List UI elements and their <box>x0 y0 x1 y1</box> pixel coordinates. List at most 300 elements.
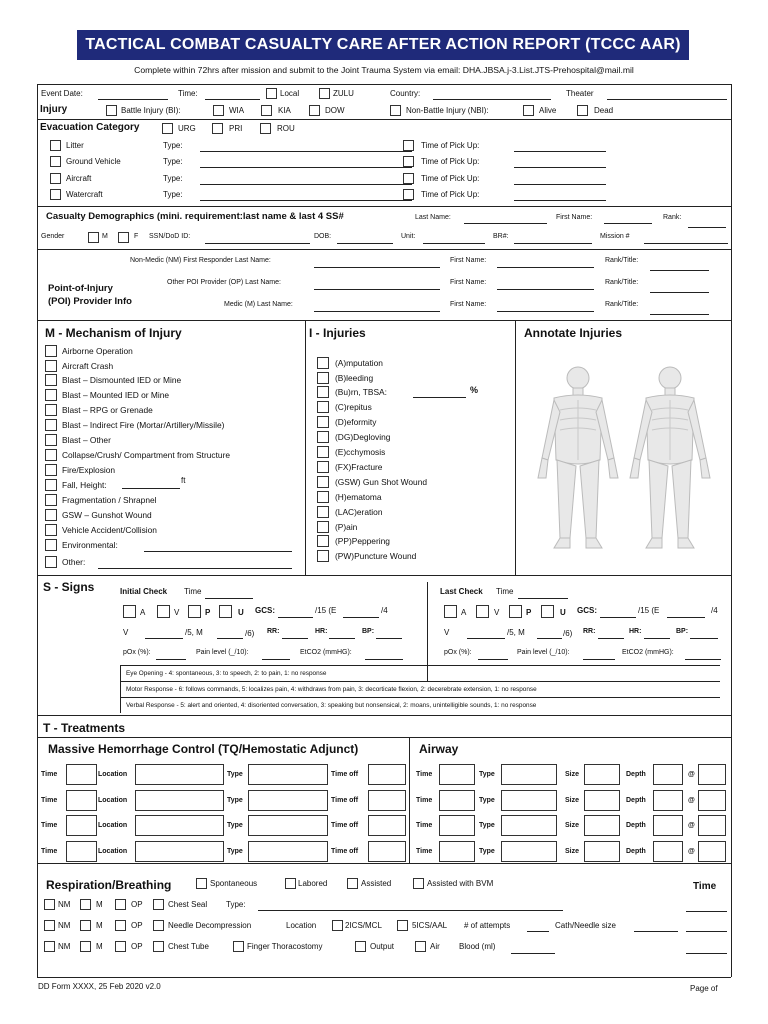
op-checkbox[interactable] <box>115 920 126 931</box>
type-label: Type <box>479 771 495 778</box>
gcs-4-label: /4 <box>381 606 388 615</box>
op-field[interactable] <box>314 289 440 290</box>
pickup-checkbox[interactable] <box>403 140 414 151</box>
frame-bottom <box>37 977 731 978</box>
op-checkbox[interactable] <box>115 941 126 952</box>
divider <box>37 320 731 321</box>
m-checkbox[interactable] <box>80 899 91 910</box>
moi-checkbox[interactable] <box>45 345 57 357</box>
location-label: Location <box>98 771 128 778</box>
first-field[interactable] <box>497 267 594 268</box>
wia-label: WIA <box>229 106 245 115</box>
eye-field[interactable] <box>667 617 705 618</box>
assisted-checkbox[interactable] <box>347 878 358 889</box>
mhc-time-field[interactable] <box>66 764 97 785</box>
type-label: Type: <box>163 174 183 183</box>
male-label: M <box>102 233 108 240</box>
type-label: Type <box>479 822 495 829</box>
airway-time-field[interactable] <box>439 815 475 836</box>
treatments-label: T - Treatments <box>43 721 126 735</box>
pickup-field[interactable] <box>514 184 606 185</box>
kia-label: KIA <box>278 106 291 115</box>
time-field[interactable] <box>205 598 253 599</box>
pri-label: PRI <box>229 124 243 133</box>
airway-at-field[interactable] <box>698 790 726 811</box>
last-name-field[interactable] <box>464 223 547 224</box>
airway-at-field[interactable] <box>698 815 726 836</box>
ssn-field[interactable] <box>205 243 310 244</box>
pox-field[interactable] <box>156 659 186 660</box>
airway-depth-field[interactable] <box>653 764 683 785</box>
injury-item-label: (H)ematoma <box>335 492 382 502</box>
pox-field[interactable] <box>478 659 508 660</box>
cath-label: Cath/Needle size <box>555 921 616 930</box>
size-label: Size <box>565 771 580 778</box>
country-label: Country: <box>390 89 421 98</box>
ics5-checkbox[interactable] <box>397 920 408 931</box>
percent-label: % <box>470 385 479 395</box>
mhc-type-field[interactable] <box>248 790 328 811</box>
size-label: Size <box>565 848 580 855</box>
eye-field[interactable] <box>343 617 379 618</box>
air-checkbox[interactable] <box>415 941 426 952</box>
fall-height-field[interactable] <box>122 488 180 489</box>
female-label: F <box>134 233 139 240</box>
moi-checkbox[interactable] <box>45 449 57 461</box>
bvm-label: Assisted with BVM <box>427 879 494 888</box>
needle-checkbox[interactable] <box>153 920 164 931</box>
nm-checkbox[interactable] <box>44 899 55 910</box>
mhc-type-field[interactable] <box>248 764 328 785</box>
bvm-checkbox[interactable] <box>413 878 424 889</box>
chest-seal-checkbox[interactable] <box>153 899 164 910</box>
moi-item-label: Blast – Dismounted IED or Mine <box>62 375 182 385</box>
airway-size-field[interactable] <box>584 764 620 785</box>
pickup-label: Time of Pick Up: <box>421 141 480 150</box>
m-checkbox[interactable] <box>80 941 91 952</box>
etco2-field[interactable] <box>685 659 721 660</box>
nm-checkbox[interactable] <box>44 941 55 952</box>
etco2-field[interactable] <box>365 659 403 660</box>
injury-checkbox[interactable] <box>317 446 329 458</box>
moi-item-label: Airborne Operation <box>62 346 133 356</box>
gcs-field[interactable] <box>600 617 636 618</box>
injury-item-label: (GSW) Gun Shot Wound <box>335 477 428 487</box>
airway-type-field[interactable] <box>501 764 557 785</box>
injury-checkbox[interactable] <box>317 357 329 369</box>
divider <box>305 320 306 575</box>
moi-checkbox[interactable] <box>45 419 57 431</box>
injury-checkbox[interactable] <box>317 461 329 473</box>
moi-item-label: Blast – RPG or Grenade <box>62 405 153 415</box>
gcs-15-label: /15 (E <box>315 606 337 615</box>
injury-checkbox[interactable] <box>317 535 329 547</box>
pickup-checkbox[interactable] <box>403 189 414 200</box>
bp-field[interactable] <box>690 638 718 639</box>
moi-checkbox[interactable] <box>45 556 57 568</box>
bi-checkbox[interactable] <box>106 105 117 116</box>
air-label: Air <box>430 942 440 951</box>
wia-checkbox[interactable] <box>213 105 224 116</box>
op-label: Other POI Provider (OP) Last Name: <box>167 279 281 286</box>
mhc-location-field[interactable] <box>135 790 224 811</box>
rank-field[interactable] <box>650 270 709 271</box>
labored-checkbox[interactable] <box>285 878 296 889</box>
event-time-field[interactable] <box>205 99 260 100</box>
time-label: Time <box>41 848 58 855</box>
ics2-label: 2ICS/MCL <box>345 921 382 930</box>
frame-right <box>731 84 732 977</box>
moi-checkbox[interactable] <box>45 360 57 372</box>
airway-time-field[interactable] <box>439 790 475 811</box>
local-label: Local <box>280 89 300 98</box>
kia-checkbox[interactable] <box>261 105 272 116</box>
moi-checkbox[interactable] <box>45 494 57 506</box>
ssn-label: SSN/DoD ID: <box>149 233 191 240</box>
airway-time-field[interactable] <box>439 764 475 785</box>
mhc-type-field[interactable] <box>248 841 328 862</box>
assisted-label: Assisted <box>361 879 392 888</box>
chest-seal-type-field[interactable] <box>258 910 563 911</box>
of5-label: /5, M <box>507 628 525 637</box>
event-time-label: Time: <box>178 89 198 98</box>
nbi-label: Non-Battle Injury (NBI): <box>406 106 489 115</box>
at-label: @ <box>688 771 695 778</box>
pickup-field[interactable] <box>514 167 606 168</box>
nm-label: Non-Medic (NM) First Responder Last Name: <box>130 257 271 264</box>
blood-label: Blood (ml) <box>459 942 496 951</box>
airway-time-field[interactable] <box>439 841 475 862</box>
time-label: Time <box>416 848 433 855</box>
hr-field[interactable] <box>644 638 670 639</box>
bp-label: BP: <box>362 628 375 635</box>
type-field[interactable] <box>200 200 412 201</box>
airway-type-field[interactable] <box>501 841 557 862</box>
airway-depth-field[interactable] <box>653 815 683 836</box>
rr-field[interactable] <box>598 638 624 639</box>
mhc-time-field[interactable] <box>66 790 97 811</box>
aircraft-checkbox[interactable] <box>50 173 61 184</box>
mhc-time-field[interactable] <box>66 841 97 862</box>
mhc-time-off-field[interactable] <box>368 841 406 862</box>
m-checkbox[interactable] <box>80 920 91 931</box>
moi-item-label: Vehicle Accident/Collision <box>62 525 157 535</box>
bp-field[interactable] <box>376 638 402 639</box>
litter-checkbox[interactable] <box>50 140 61 151</box>
needle-label: Needle Decompression <box>168 921 252 930</box>
depth-label: Depth <box>626 848 646 855</box>
v-label: V <box>494 608 500 617</box>
injury-checkbox[interactable] <box>317 506 329 518</box>
environmental-field[interactable] <box>144 551 292 552</box>
type-label: Type: <box>163 141 183 150</box>
time-field[interactable] <box>518 598 568 599</box>
urg-checkbox[interactable] <box>162 123 173 134</box>
pain-label: Pain level (_/10): <box>517 649 570 656</box>
mhc-time-off-field[interactable] <box>368 815 406 836</box>
nm-label: NM <box>58 942 71 951</box>
last-name-label: Last Name: <box>415 214 451 221</box>
airway-type-field[interactable] <box>501 815 557 836</box>
moi-item-label: Fall, Height: <box>62 480 107 490</box>
pri-checkbox[interactable] <box>212 123 223 134</box>
mhc-location-field[interactable] <box>135 764 224 785</box>
v-checkbox[interactable] <box>157 605 170 618</box>
nbi-checkbox[interactable] <box>390 105 401 116</box>
location-label: Location <box>98 848 128 855</box>
u-label: U <box>238 608 244 617</box>
airway-type-field[interactable] <box>501 790 557 811</box>
injury-checkbox[interactable] <box>317 401 329 413</box>
finger-label: Finger Thoracostomy <box>247 942 323 951</box>
gcs-label: GCS: <box>577 606 597 615</box>
mhc-time-field[interactable] <box>66 815 97 836</box>
injury-checkbox[interactable] <box>317 491 329 503</box>
moi-checkbox[interactable] <box>45 374 57 386</box>
op-label: OP <box>131 900 143 909</box>
divider <box>37 575 731 576</box>
pickup-field[interactable] <box>514 200 606 201</box>
injury-item-label: (C)repitus <box>335 402 372 412</box>
unit-field[interactable] <box>423 243 485 244</box>
time-field[interactable] <box>686 953 727 954</box>
ics5-label: 5ICS/AAL <box>412 921 448 930</box>
injury-checkbox[interactable] <box>317 372 329 384</box>
body-diagram[interactable] <box>530 360 720 555</box>
medic-field[interactable] <box>314 311 440 312</box>
pickup-checkbox[interactable] <box>403 156 414 167</box>
divider <box>37 119 731 120</box>
pain-field[interactable] <box>262 659 290 660</box>
type-field[interactable] <box>200 167 412 168</box>
dead-checkbox[interactable] <box>577 105 588 116</box>
rr-field[interactable] <box>282 638 308 639</box>
divider <box>37 249 731 250</box>
v-checkbox[interactable] <box>476 605 489 618</box>
injury-item-label: (DG)Degloving <box>335 432 391 442</box>
first-field[interactable] <box>497 311 594 312</box>
first-name-label: First Name: <box>556 214 593 221</box>
motor-field[interactable] <box>537 638 562 639</box>
divider <box>409 737 410 863</box>
attempts-field[interactable] <box>527 931 549 932</box>
first-field[interactable] <box>497 289 594 290</box>
airway-size-field[interactable] <box>584 815 620 836</box>
injury-item-label: (PW)Puncture Wound <box>335 551 417 561</box>
depth-label: Depth <box>626 797 646 804</box>
p-checkbox[interactable] <box>188 605 201 618</box>
at-label: @ <box>688 797 695 804</box>
zulu-checkbox[interactable] <box>319 88 330 99</box>
gcs-field[interactable] <box>278 617 313 618</box>
pickup-checkbox[interactable] <box>403 173 414 184</box>
time-field[interactable] <box>686 911 727 912</box>
motor-response-scale: Motor Response - 6: follows commands, 5: localizes pain, 4: withdraws from pain, 3: decorticate flexion, 2: decerebrate extension, 1: no response <box>126 686 537 693</box>
injury-checkbox[interactable] <box>317 550 329 562</box>
op-label: OP <box>131 921 143 930</box>
type-label: Type <box>227 822 243 829</box>
dow-checkbox[interactable] <box>309 105 320 116</box>
injury-checkbox[interactable] <box>317 431 329 443</box>
moi-checkbox[interactable] <box>45 539 57 551</box>
rank-field[interactable] <box>688 227 726 228</box>
first-name-field[interactable] <box>604 223 652 224</box>
mission-field[interactable] <box>644 243 728 244</box>
p-checkbox[interactable] <box>509 605 522 618</box>
time-off-label: Time off <box>331 822 359 829</box>
moi-checkbox[interactable] <box>45 524 57 536</box>
male-checkbox[interactable] <box>88 232 99 243</box>
divider <box>37 206 731 207</box>
airway-size-field[interactable] <box>584 841 620 862</box>
eye-opening-scale: Eye Opening - 4: spontaneous, 3: to speech, 2: to pain, 1: no response <box>126 670 327 677</box>
rank-field[interactable] <box>650 314 709 315</box>
a-checkbox[interactable] <box>444 605 457 618</box>
mhc-type-field[interactable] <box>248 815 328 836</box>
finger-checkbox[interactable] <box>233 941 244 952</box>
blood-field[interactable] <box>511 953 555 954</box>
airway-at-field[interactable] <box>698 764 726 785</box>
mhc-location-field[interactable] <box>135 841 224 862</box>
injuries-label: I - Injuries <box>309 326 366 340</box>
airway-at-field[interactable] <box>698 841 726 862</box>
respiration-label: Respiration/Breathing <box>46 878 172 892</box>
injury-item-label: (D)eformity <box>335 417 377 427</box>
br-field[interactable] <box>514 243 592 244</box>
moi-checkbox[interactable] <box>45 434 57 446</box>
verbal-field[interactable] <box>467 638 505 639</box>
rou-label: ROU <box>277 124 295 133</box>
ground-checkbox[interactable] <box>50 156 61 167</box>
hr-field[interactable] <box>329 638 355 639</box>
time-label: Time <box>41 797 58 804</box>
nm-checkbox[interactable] <box>44 920 55 931</box>
poi-label-1: Point-of-Injury <box>48 283 113 294</box>
motor-field[interactable] <box>217 638 243 639</box>
v-label: V <box>174 608 180 617</box>
moi-checkbox[interactable] <box>45 404 57 416</box>
hr-label: HR: <box>315 628 328 635</box>
pickup-label: Time of Pick Up: <box>421 174 480 183</box>
pox-label: pOx (%): <box>123 649 151 656</box>
moi-checkbox[interactable] <box>45 389 57 401</box>
theater-label: Theater <box>566 89 594 98</box>
type-field[interactable] <box>200 184 412 185</box>
u-checkbox[interactable] <box>219 605 232 618</box>
verbal-label: V <box>444 628 450 637</box>
airway-size-field[interactable] <box>584 790 620 811</box>
moi-checkbox[interactable] <box>45 479 57 491</box>
at-label: @ <box>688 822 695 829</box>
rank-label: Rank: <box>663 214 682 221</box>
br-label: BR#: <box>493 233 509 240</box>
type-field[interactable] <box>200 151 412 152</box>
verbal-field[interactable] <box>145 638 183 639</box>
injury-checkbox[interactable] <box>317 521 329 533</box>
verbal-response-scale: Verbal Response - 5: alert and oriented, 4: disoriented conversation, 3: speaking but nonsensical, 2: moans, unintelligible sounds, 1: no response <box>126 702 537 709</box>
signs-label: S - Signs <box>43 580 95 594</box>
nm-field[interactable] <box>314 267 440 268</box>
form-title: TACTICAL COMBAT CASUALTY CARE AFTER ACTION REPORT (TCCC AAR) <box>77 30 689 60</box>
injury-checkbox[interactable] <box>317 386 329 398</box>
output-checkbox[interactable] <box>355 941 366 952</box>
moi-item-label: Fragmentation / Shrapnel <box>62 495 157 505</box>
watercraft-checkbox[interactable] <box>50 189 61 200</box>
location-label: Location <box>98 797 128 804</box>
airway-depth-field[interactable] <box>653 841 683 862</box>
a-checkbox[interactable] <box>123 605 136 618</box>
u-checkbox[interactable] <box>541 605 554 618</box>
m-label: M <box>96 900 103 909</box>
of5-label: /5, M <box>185 628 203 637</box>
depth-label: Depth <box>626 771 646 778</box>
mhc-time-off-field[interactable] <box>368 790 406 811</box>
moi-checkbox[interactable] <box>45 464 57 476</box>
event-date-field[interactable] <box>98 99 168 100</box>
moi-item-label: Fire/Explosion <box>62 465 116 475</box>
rank-field[interactable] <box>650 292 709 293</box>
medic-label: Medic (M) Last Name: <box>224 301 293 308</box>
theater-field[interactable] <box>607 99 727 100</box>
divider <box>37 737 731 738</box>
cath-field[interactable] <box>634 931 678 932</box>
size-label: Size <box>565 797 580 804</box>
mhc-location-field[interactable] <box>135 815 224 836</box>
of6-label: /6) <box>245 629 255 638</box>
tbsa-field[interactable] <box>413 397 466 398</box>
ft-label: ft <box>181 476 186 485</box>
injury-item-label: (PP)Peppering <box>335 536 390 546</box>
gcs-4-label: /4 <box>711 606 718 615</box>
mhc-time-off-field[interactable] <box>368 764 406 785</box>
time-label: Time <box>416 771 433 778</box>
airway-depth-field[interactable] <box>653 790 683 811</box>
other-field[interactable] <box>98 568 292 569</box>
injury-checkbox[interactable] <box>317 416 329 428</box>
form-number: DD Form XXXX, 25 Feb 2020 v2.0 <box>38 982 161 991</box>
moi-item-label: Environmental: <box>62 540 118 550</box>
time-label: Time <box>41 771 58 778</box>
ics2-checkbox[interactable] <box>332 920 343 931</box>
pain-field[interactable] <box>583 659 615 660</box>
time-off-label: Time off <box>331 848 359 855</box>
alive-checkbox[interactable] <box>523 105 534 116</box>
divider <box>37 715 731 716</box>
time-field[interactable] <box>686 931 727 932</box>
rank-label: Rank/Title: <box>605 301 639 308</box>
local-checkbox[interactable] <box>266 88 277 99</box>
injury-checkbox[interactable] <box>317 476 329 488</box>
p-label: P <box>526 608 532 617</box>
divider <box>427 582 428 682</box>
chest-tube-checkbox[interactable] <box>153 941 164 952</box>
location-label: Location <box>98 822 128 829</box>
pickup-field[interactable] <box>514 151 606 152</box>
rou-checkbox[interactable] <box>260 123 271 134</box>
last-check-label: Last Check <box>440 587 483 596</box>
ground-label: Ground Vehicle <box>66 157 121 166</box>
pickup-label: Time of Pick Up: <box>421 190 480 199</box>
first-label: First Name: <box>450 279 487 286</box>
moi-checkbox[interactable] <box>45 509 57 521</box>
nm-label: NM <box>58 921 71 930</box>
dob-field[interactable] <box>337 243 393 244</box>
time-label: Time <box>496 587 514 596</box>
spontaneous-checkbox[interactable] <box>196 878 207 889</box>
female-checkbox[interactable] <box>118 232 129 243</box>
country-field[interactable] <box>433 99 551 100</box>
op-checkbox[interactable] <box>115 899 126 910</box>
